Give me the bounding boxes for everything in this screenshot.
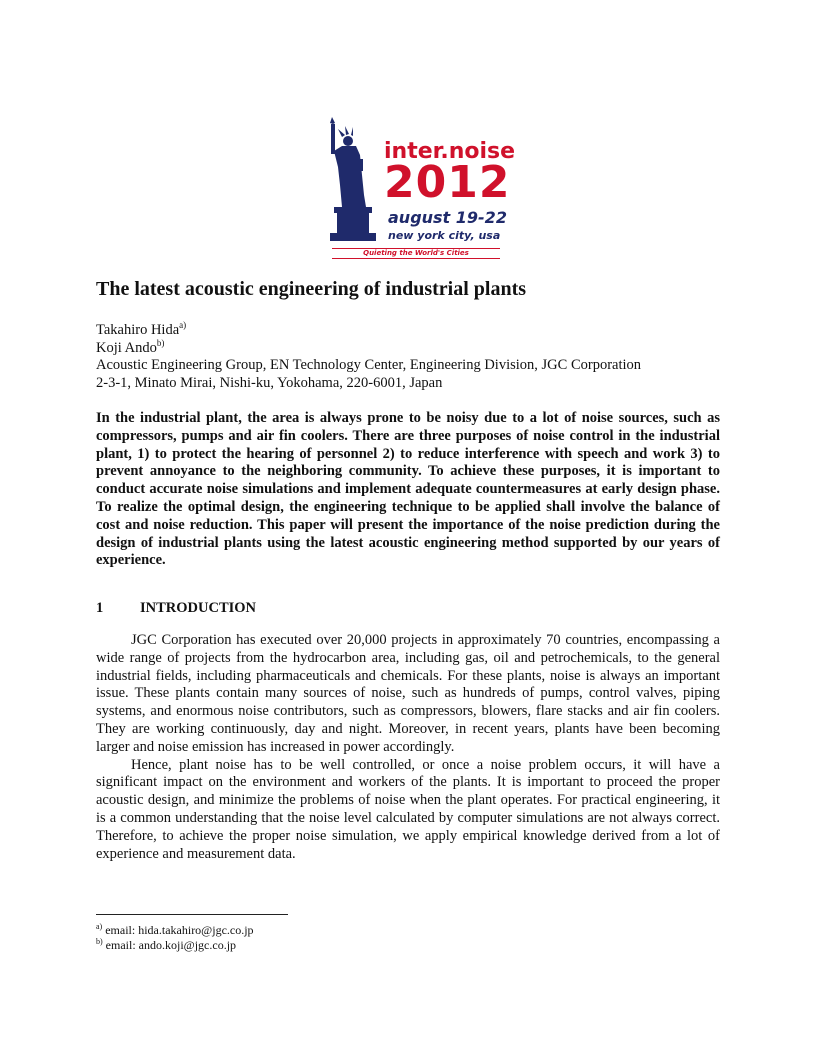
section-heading <box>96 600 720 617</box>
paper-title: The latest acoustic engineering of industrial plants <box>96 278 527 300</box>
footnote-mark: a) <box>96 922 103 931</box>
footnote <box>96 923 496 938</box>
author-line <box>96 337 736 358</box>
author-name: Takahiro Hida <box>96 322 180 338</box>
logo-city: new york city, usa <box>388 229 501 242</box>
abstract: In the industrial plant, the area is always prone to be noisy due to a lot of noise sources, such as compressors, pumps and air fin coolers. There are three purposes of noise control in the industrial plant, 1) to protect the hearing of personnel 2) to reduce interference with speech and work 3) to prevent annoyance to the neighboring community. To achieve these purposes, it is important to conduct accurate noise simulations and implement adequate countermeasures at early design phase. To realize the optimal design, the engineering technique to be applied shall involve the balance of cost and noise reduction. This paper will present the importance of the noise prediction during the design of industrial plants using the latest acoustic engineering method supported by our years of experience. <box>96 410 720 569</box>
logo-slogan: Quieting the World's Cities <box>332 248 500 259</box>
logo-name: inter.noise <box>384 139 516 164</box>
logo-dates: august 19-22 <box>388 208 507 227</box>
footnote-divider <box>96 914 288 915</box>
conference-logo <box>320 115 516 265</box>
author-mark: a) <box>179 320 187 330</box>
address: 2-3-1, Minato Mirai, Nishi-ku, Yokohama, 220-6001, Japan <box>96 374 443 391</box>
footnotes <box>96 923 496 953</box>
author-block <box>96 322 736 392</box>
affiliation: Acoustic Engineering Group, EN Technology Center, Engineering Division, JGC Corporation <box>96 357 642 374</box>
footnote-mark: b) <box>96 937 103 946</box>
section-number: 1 <box>96 600 104 616</box>
body-paragraph: JGC Corporation has executed over 20,000 projects in approximately 70 countries, encompassing a wide range of projects from the hydrocarbon area, including gas, oil and petrochemicals, to the general industrial fields, including pharmaceuticals and chemicals. For these plants, noise is always an important issue. These plants contain many sources of noise, such as hundreds of pumps, control valves, piping systems, and enormous noise contributors, such as compressors, blowers, flare stacks and air fin coolers. They are working continuously, day and night. Moreover, in recent years, plants have been becoming larger and noise emission has increased in power accordingly. <box>96 632 720 755</box>
section-body <box>96 632 720 863</box>
footnote-text: email: ando.koji@jgc.co.jp <box>105 938 237 952</box>
author-line <box>96 322 736 340</box>
logo-year: 2012 <box>384 157 511 208</box>
footnote-text: email: hida.takahiro@jgc.co.jp <box>105 923 254 937</box>
author-name: Koji Ando <box>96 339 157 356</box>
body-paragraph: Hence, plant noise has to be well controlled, or once a noise problem occurs, it will have a significant impact on the environment and workers of the plants. It is important to proceed the proper acoustic design, and minimize the problems of noise when the plant operates. For practical engineering, it is a common understanding that the noise level calculated by computer simulations are not always correct. Therefore, to achieve the proper noise simulation, we apply empirical knowledge derived from a lot of experience and measurement data. <box>96 756 720 862</box>
footnote <box>96 938 496 953</box>
author-mark: b) <box>156 337 165 348</box>
section-title: INTRODUCTION <box>140 600 257 616</box>
statue-of-liberty-icon <box>320 115 390 243</box>
